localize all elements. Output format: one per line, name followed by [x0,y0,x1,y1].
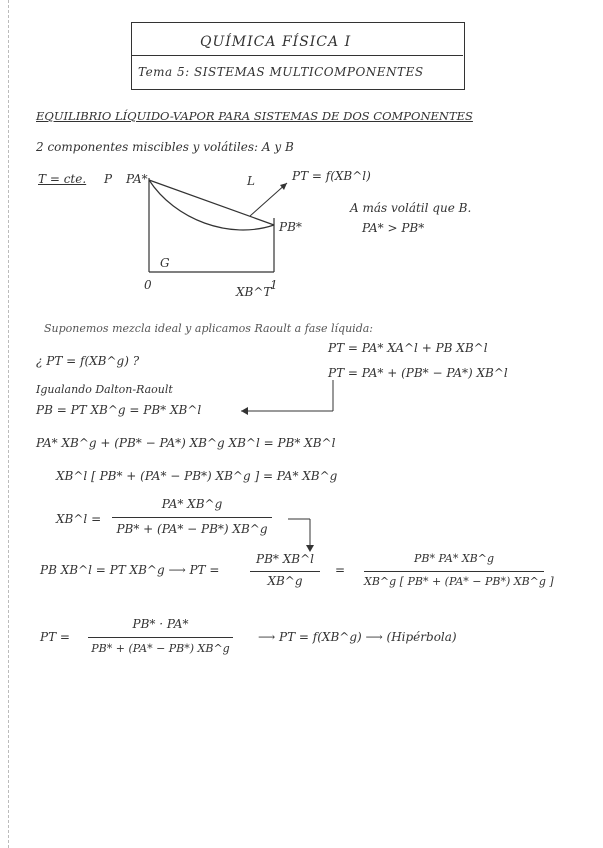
volatility-note: A más volátil que B. [350,201,472,215]
pt1-fraction-bar [250,571,320,572]
pt1-numerator: PB* XB^l [256,552,314,566]
intro-line: 2 componentes miscibles y volátiles: A y B [36,140,294,154]
pt-derivation-lhs: PB XB^l = PT XB^g ⟶ PT = [40,563,220,577]
diagram-gas-region: G [160,256,170,270]
raoult-linear-form: PT = PA* + (PB* − PA*) XB^l [328,366,508,380]
final-pt-lhs: PT = [40,630,70,644]
diagram-liquid-region: L [247,174,255,188]
diagram-pa-star: PA* [126,172,148,186]
diagram-temperature-label: T = cte. [38,172,87,186]
diagram-x-axis-label: XB^T [236,285,272,299]
xbl-numerator: PA* XB^g [161,497,223,511]
diagram-x-end: 1 [270,278,278,292]
reference-arrow-head [241,407,248,415]
raoult-total-pressure: PT = PA* XA^l + PB XB^l [328,341,488,355]
ideal-mixture-assumption: Suponemos mezcla ideal y aplicamos Raoult a fase líquida: [44,322,374,335]
final-numerator: PB* · PA* [132,617,189,631]
diagram-pb-star: PB* [279,220,302,234]
equation-dalton-raoult: PB = PT XB^g = PB* XB^l [36,403,202,417]
course-title: QUÍMICA FÍSICA I [200,34,352,50]
pt2-fraction-bar [364,571,544,572]
dalton-raoult-heading: Igualando Dalton-Raoult [36,383,173,396]
diagram-x-origin: 0 [144,278,152,292]
dew-point-curve [149,180,274,230]
pressure-inequality: PA* > PB* [362,221,425,235]
question-pt: ¿ PT = f(XB^g) ? [36,354,140,368]
substitution-arrow-head [306,545,314,552]
topic-title: Tema 5: SISTEMAS MULTICOMPONENTES [138,65,424,79]
curve-pointer-arrow [250,183,287,216]
diagram-pt-curve-label: PT = f(XB^l) [292,169,371,183]
xbl-fraction-bar [112,517,272,518]
diagram-y-axis-label: P [104,172,113,186]
final-denominator: PB* + (PA* − PB*) XB^g [91,642,230,655]
final-hyperbola-statement: ⟶ PT = f(XB^g) ⟶ (Hipérbola) [258,630,457,644]
pt1-denominator: XB^g [267,574,303,588]
xbl-denominator: PB* + (PA* − PB*) XB^g [116,522,268,536]
xbl-lhs: XB^l = [56,512,102,526]
final-fraction-bar [88,637,233,638]
section-heading: EQUILIBRIO LÍQUIDO-VAPOR PARA SISTEMAS DE DOS COMPONENTES [36,109,473,123]
pt2-numerator: PB* PA* XB^g [414,552,494,565]
pt2-denominator: XB^g [ PB* + (PA* − PB*) XB^g ] [364,575,554,588]
equation-factored: XB^l [ PB* + (PA* − PB*) XB^g ] = PA* XB^g [56,469,338,483]
equation-expanded: PA* XB^g + (PB* − PA*) XB^g XB^l = PB* XB^l [36,436,336,450]
equals-sign: = [335,563,346,577]
